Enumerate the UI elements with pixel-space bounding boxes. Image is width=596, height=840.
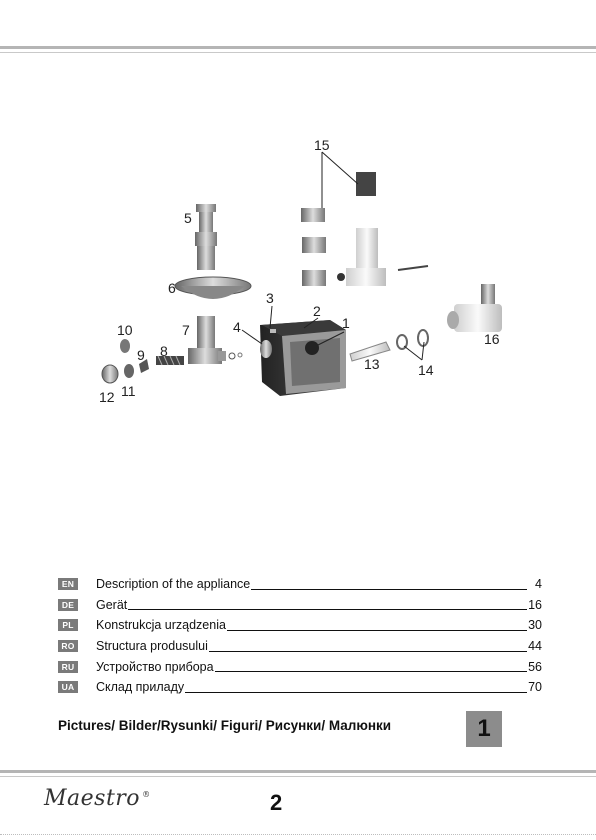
brand-name: Maestro (44, 786, 141, 811)
toc-page: 70 (528, 680, 542, 695)
bottom-dotted-line (0, 834, 596, 835)
meat-grinder-exploded-diagram (0, 120, 596, 440)
toc-page: 4 (535, 577, 542, 592)
callout-5: 5 (184, 210, 192, 226)
part-shredder (301, 172, 428, 286)
part-motor-body (260, 320, 346, 396)
callout-9: 9 (137, 347, 145, 363)
callout-4: 4 (233, 319, 241, 335)
page-number: 2 (270, 790, 283, 815)
toc-title: Устройство прибора (96, 659, 214, 674)
callout-11: 11 (121, 383, 136, 399)
callout-6: 6 (168, 280, 176, 296)
callout-10: 10 (117, 322, 133, 338)
top-rule-thin (0, 52, 596, 53)
part-plate-fine (124, 364, 134, 378)
lang-badge: UA (58, 681, 78, 693)
callout-14: 14 (418, 362, 434, 378)
registered-mark: ® (142, 789, 151, 799)
toc-leader (209, 641, 527, 652)
toc-page: 56 (528, 659, 542, 674)
toc-row-pl[interactable] (58, 615, 542, 636)
bottom-rule (0, 770, 596, 773)
lang-badge: DE (58, 599, 78, 611)
lang-badge: RO (58, 640, 78, 652)
part-kibbe-attachment-2 (418, 330, 428, 346)
toc-leader (227, 620, 527, 631)
callout-2: 2 (313, 303, 321, 319)
toc-title: Konstrukcja urządzenia (96, 618, 226, 633)
figure-number-box: 1 (466, 711, 502, 747)
callout-1: 1 (342, 315, 350, 331)
maestro-logo (44, 786, 151, 811)
toc-title: Gerät (96, 597, 128, 612)
toc-row-ua[interactable] (58, 677, 542, 698)
callout-13: 13 (364, 356, 380, 372)
toc-page: 30 (528, 618, 542, 633)
toc-row-ru[interactable] (58, 656, 542, 677)
part-tray (175, 277, 251, 299)
bottom-rule-thin (0, 776, 596, 777)
callout-15: 15 (314, 137, 330, 153)
toc-row-en[interactable] (58, 574, 542, 595)
lang-badge: EN (58, 578, 78, 590)
callout-3: 3 (266, 290, 274, 306)
callout-8: 8 (160, 343, 168, 359)
toc-leader (128, 599, 527, 610)
callout-16: 16 (484, 331, 500, 347)
callout-7: 7 (182, 322, 190, 338)
part-juicer (447, 284, 502, 332)
lang-badge: RU (58, 661, 78, 673)
part-plate-coarse (120, 339, 130, 353)
pictures-heading: Pictures/ Bilder/Rysunki/ Figuri/ Рисунки/ Малюнки (58, 718, 392, 733)
toc-leader (185, 682, 527, 693)
toc-title: Description of the appliance (96, 577, 251, 592)
part-pusher (195, 204, 217, 270)
toc-row-ro[interactable] (58, 636, 542, 657)
lang-badge: PL (58, 619, 78, 631)
table-of-contents (58, 574, 542, 698)
toc-row-de[interactable] (58, 595, 542, 616)
toc-leader (215, 661, 527, 672)
callout-12: 12 (99, 389, 115, 405)
toc-page: 44 (528, 639, 542, 654)
toc-title: Structura produsului (96, 639, 208, 654)
part-ring-nut (102, 365, 118, 383)
toc-leader (251, 579, 527, 590)
toc-title: Склад приладу (96, 680, 185, 695)
top-rule (0, 46, 596, 49)
toc-page: 16 (528, 597, 542, 612)
